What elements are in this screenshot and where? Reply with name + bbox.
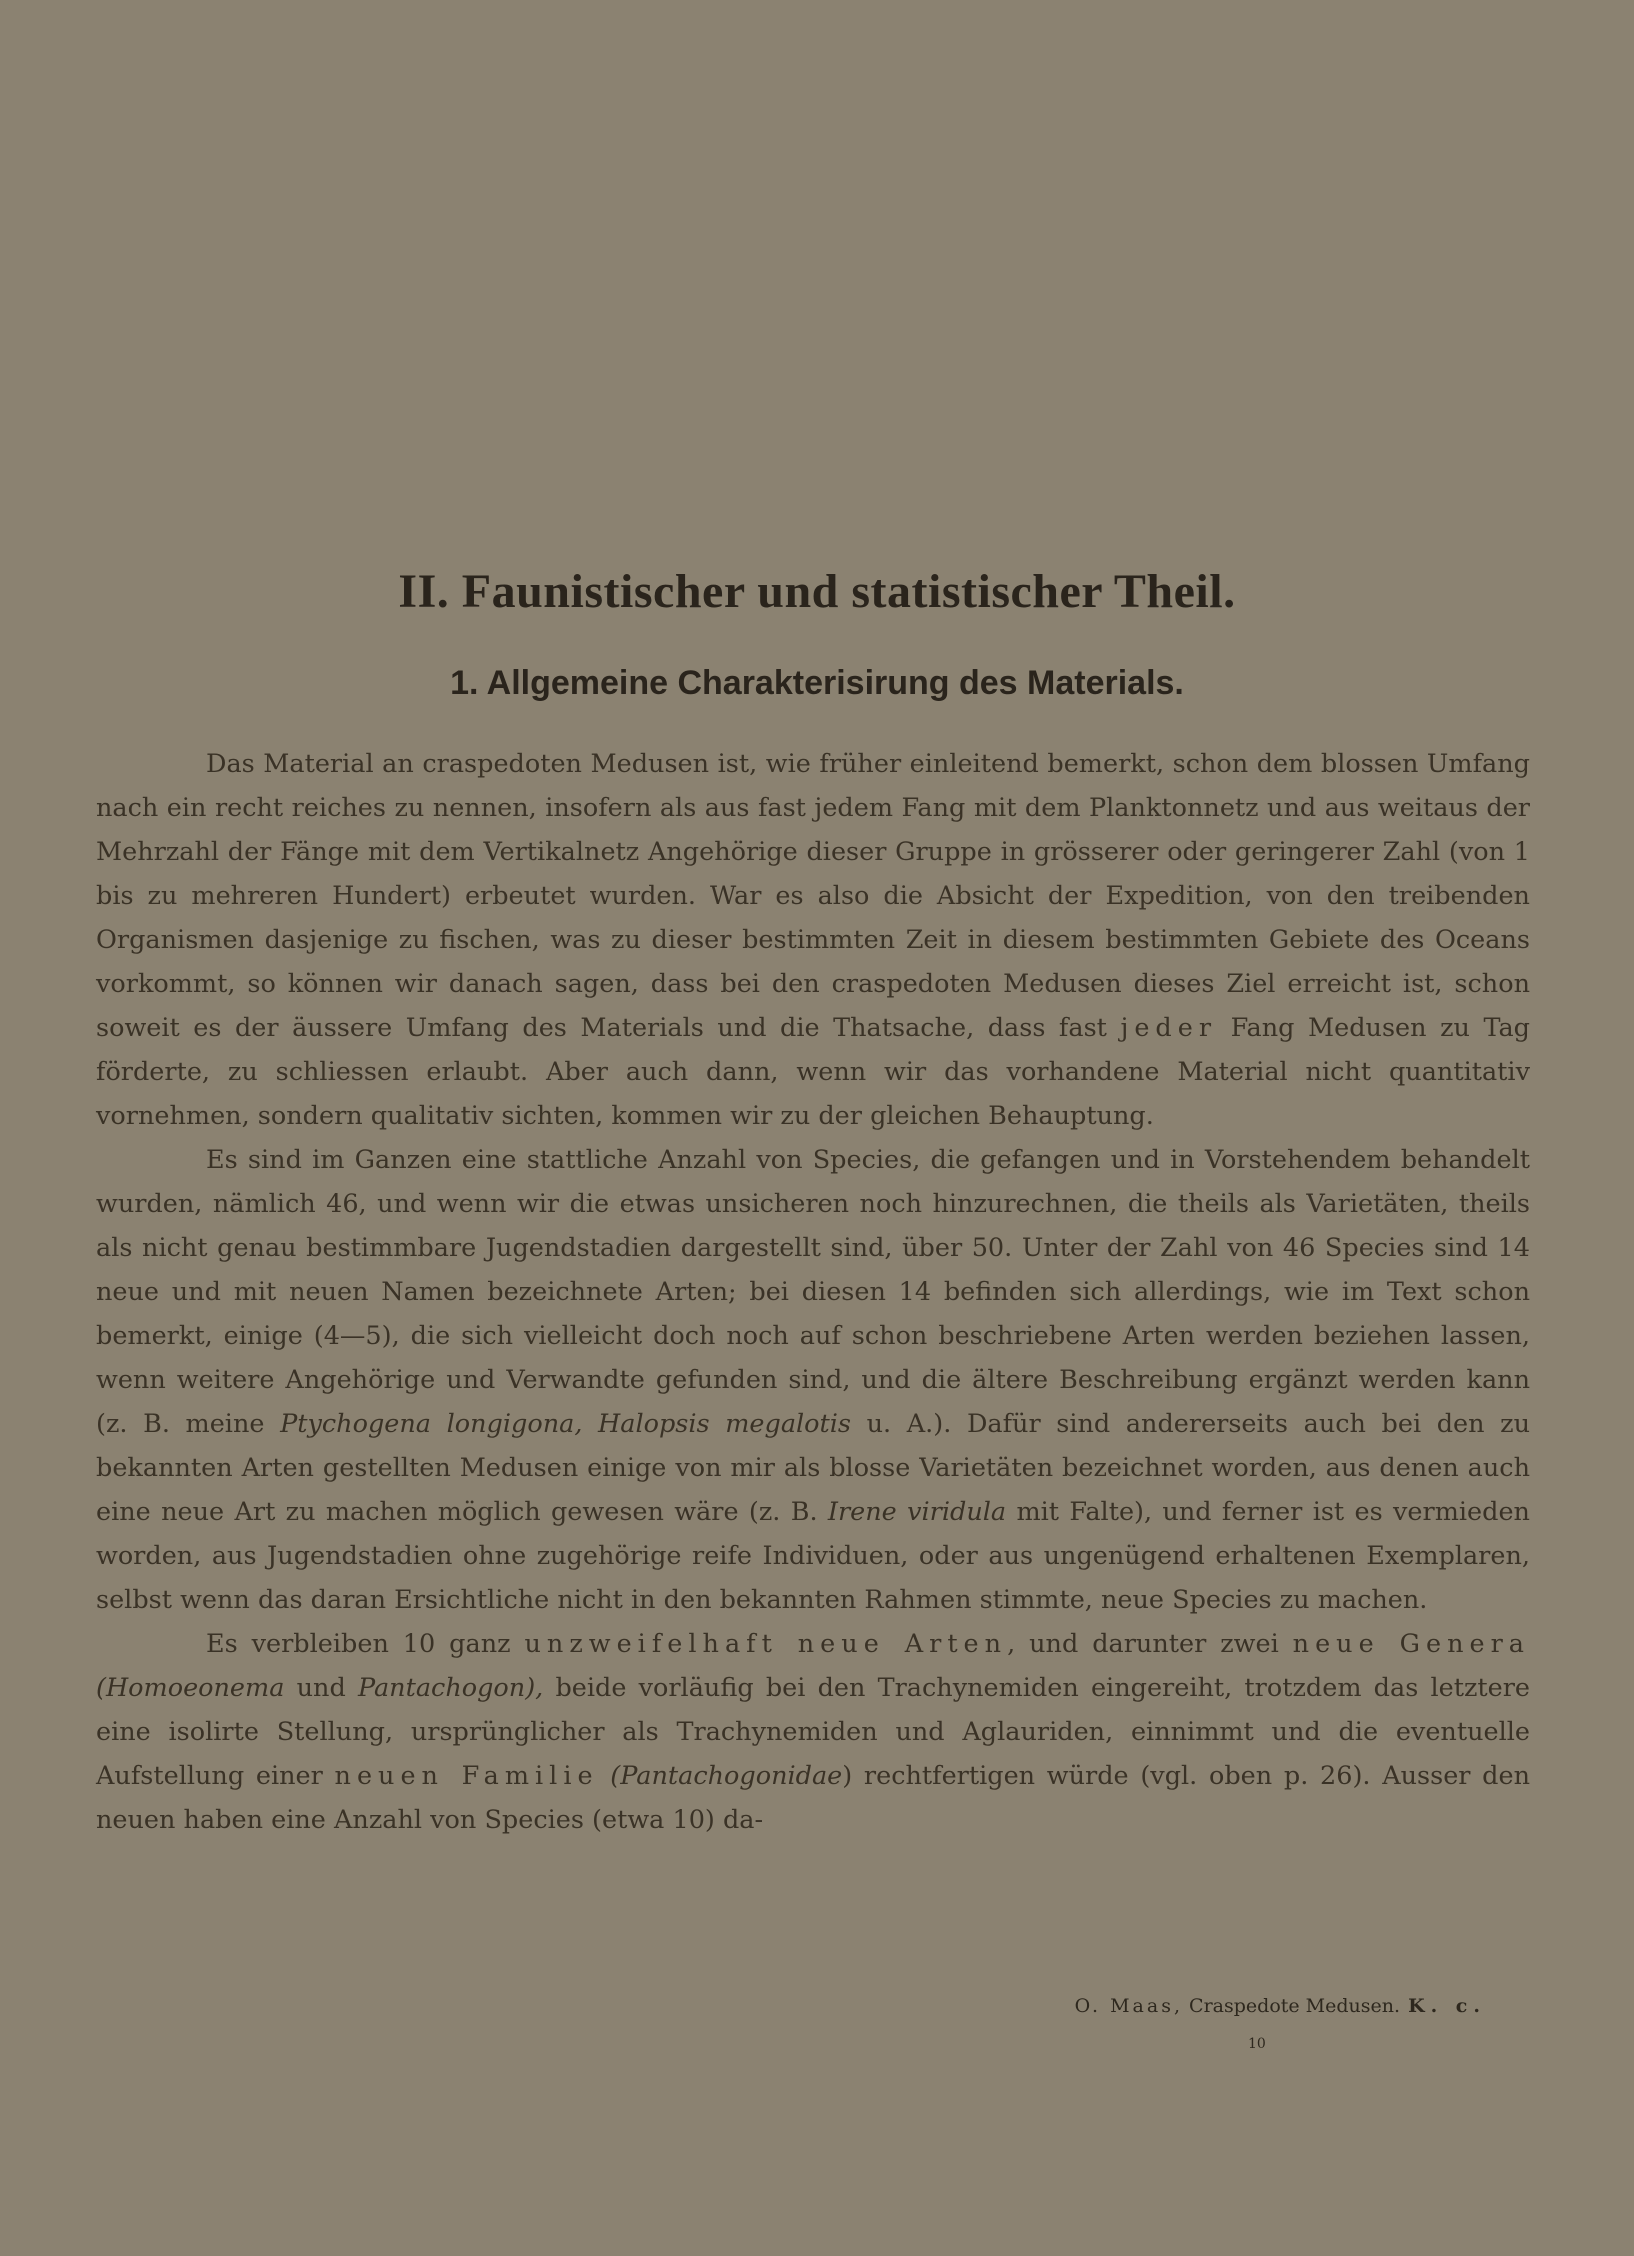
- genus-name: (Homoeonema: [96, 1673, 285, 1703]
- text-run: Das Material an craspedoten Medusen ist, wie früher einleitend bemerkt, schon dem blossen Umfang nach ein recht reiches zu nennen, insofern als aus fast jedem Fang mit dem Planktonnetz und aus weitaus der Mehrzahl der Fänge mit dem Vertikalnetz Angehörige dieser Gruppe in grösserer oder geringerer Zahl (von 1 bis zu mehreren Hundert) erbeutet wurden. War es also die Absicht der Expedition, von den treibenden Organismen dasjenige zu fischen, was zu dieser bestimmten Zeit in diesem bestimmten Gebiete des Oceans vorkommt, so können wir danach sagen, dass bei den craspedoten Medusen dieses Ziel erreicht ist, schon soweit es der äussere Umfang des Materials und die Thatsache, dass fast: [96, 749, 1530, 1043]
- genus-name: Pantachogon),: [357, 1673, 544, 1703]
- text-run: , und darunter zwei: [1007, 1629, 1293, 1659]
- text-run: u. A.). Dafür sind andererseits auch bei den zu bekannten Arten gestellten Medusen einige von mir als blosse Varietäten bezeichnet worden, aus denen auch eine neue Art zu machen möglich gewesen wäre (z. B.: [96, 1409, 1531, 1527]
- text-run: beide vorläufig bei den Trachynemiden eingereiht, trotzdem das letztere eine isolirte Stellung, ursprünglicher als Trachynemiden und Aglauriden, einnimmt und die eventuelle Aufstellung einer: [96, 1673, 1531, 1791]
- body-text: [96, 742, 1530, 1842]
- species-name: Ptychogena longigona, Halopsis megalotis: [280, 1409, 852, 1439]
- paragraph: [96, 742, 1530, 1138]
- text-run: Fang Medusen zu Tag förderte, zu schliessen erlaubt. Aber auch dann, wenn wir das vorhandene Material nicht quantitativ vornehmen, sondern qualitativ sichten, kommen wir zu der gleichen Behauptung.: [96, 1013, 1530, 1131]
- text-run: Es sind im Ganzen eine stattliche Anzahl von Species, die gefangen und in Vorstehendem behandelt wurden, nämlich 46, und wenn wir die etwas unsicheren noch hinzurechnen, die theils als Varietäten, theils als nicht genau bestimmbare Jugendstadien dargestellt sind, über 50. Unter der Zahl von 46 Species sind 14 neue und mit neuen Namen bezeichnete Arten; bei diesen 14 befinden sich allerdings, wie im Text schon bemerkt, einige (4—5), die sich vielleicht doch noch auf schon beschriebene Arten werden beziehen lassen, wenn weitere Angehörige und Verwandte gefunden sind, und die ältere Beschreibung ergänzt werden kann (z. B. meine: [96, 1145, 1530, 1439]
- paragraph: [96, 1622, 1530, 1842]
- spaced-emphasis: neuen Familie: [334, 1761, 599, 1791]
- section-title: 1. Allgemeine Charakterisirung des Materials.: [450, 664, 1184, 702]
- text-run: Es verbleiben 10 ganz: [206, 1629, 525, 1659]
- footer-work: Craspedote Medusen.: [1183, 1995, 1401, 2017]
- footer-author: O. Maas,: [1074, 1995, 1184, 2017]
- family-name: (Pantachogonidae: [610, 1761, 843, 1791]
- spaced-emphasis: unzweifelhaft neue Arten: [524, 1629, 1008, 1659]
- text-run: mit Falte), und ferner ist es vermieden worden, aus Jugendstadien ohne zugehörige reife Individuen, oder aus ungenügend erhaltenen Exemplaren, selbst wenn das daran Ersichtliche nicht in den bekannten Rahmen stimmte, neue Species zu machen.: [96, 1497, 1530, 1615]
- footer-signature-mark: K. c.: [1408, 1995, 1486, 2017]
- spaced-emphasis: jeder: [1120, 1013, 1218, 1043]
- text-run: und: [284, 1673, 358, 1703]
- text-run: [599, 1761, 611, 1791]
- spaced-emphasis: neue Genera: [1292, 1629, 1530, 1659]
- species-name: Irene viridula: [827, 1497, 1007, 1527]
- part-title: II. Faunistischer und statistischer Theil.: [398, 565, 1236, 618]
- page-number: 10: [1248, 2036, 1266, 2052]
- paragraph: [96, 1138, 1530, 1622]
- footer-signature: [1075, 1995, 1486, 2017]
- text-run: ) rechtfertigen würde (vgl. oben p. 26). Ausser den neuen haben eine Anzahl von Species (etwa 10) da-: [96, 1761, 1531, 1835]
